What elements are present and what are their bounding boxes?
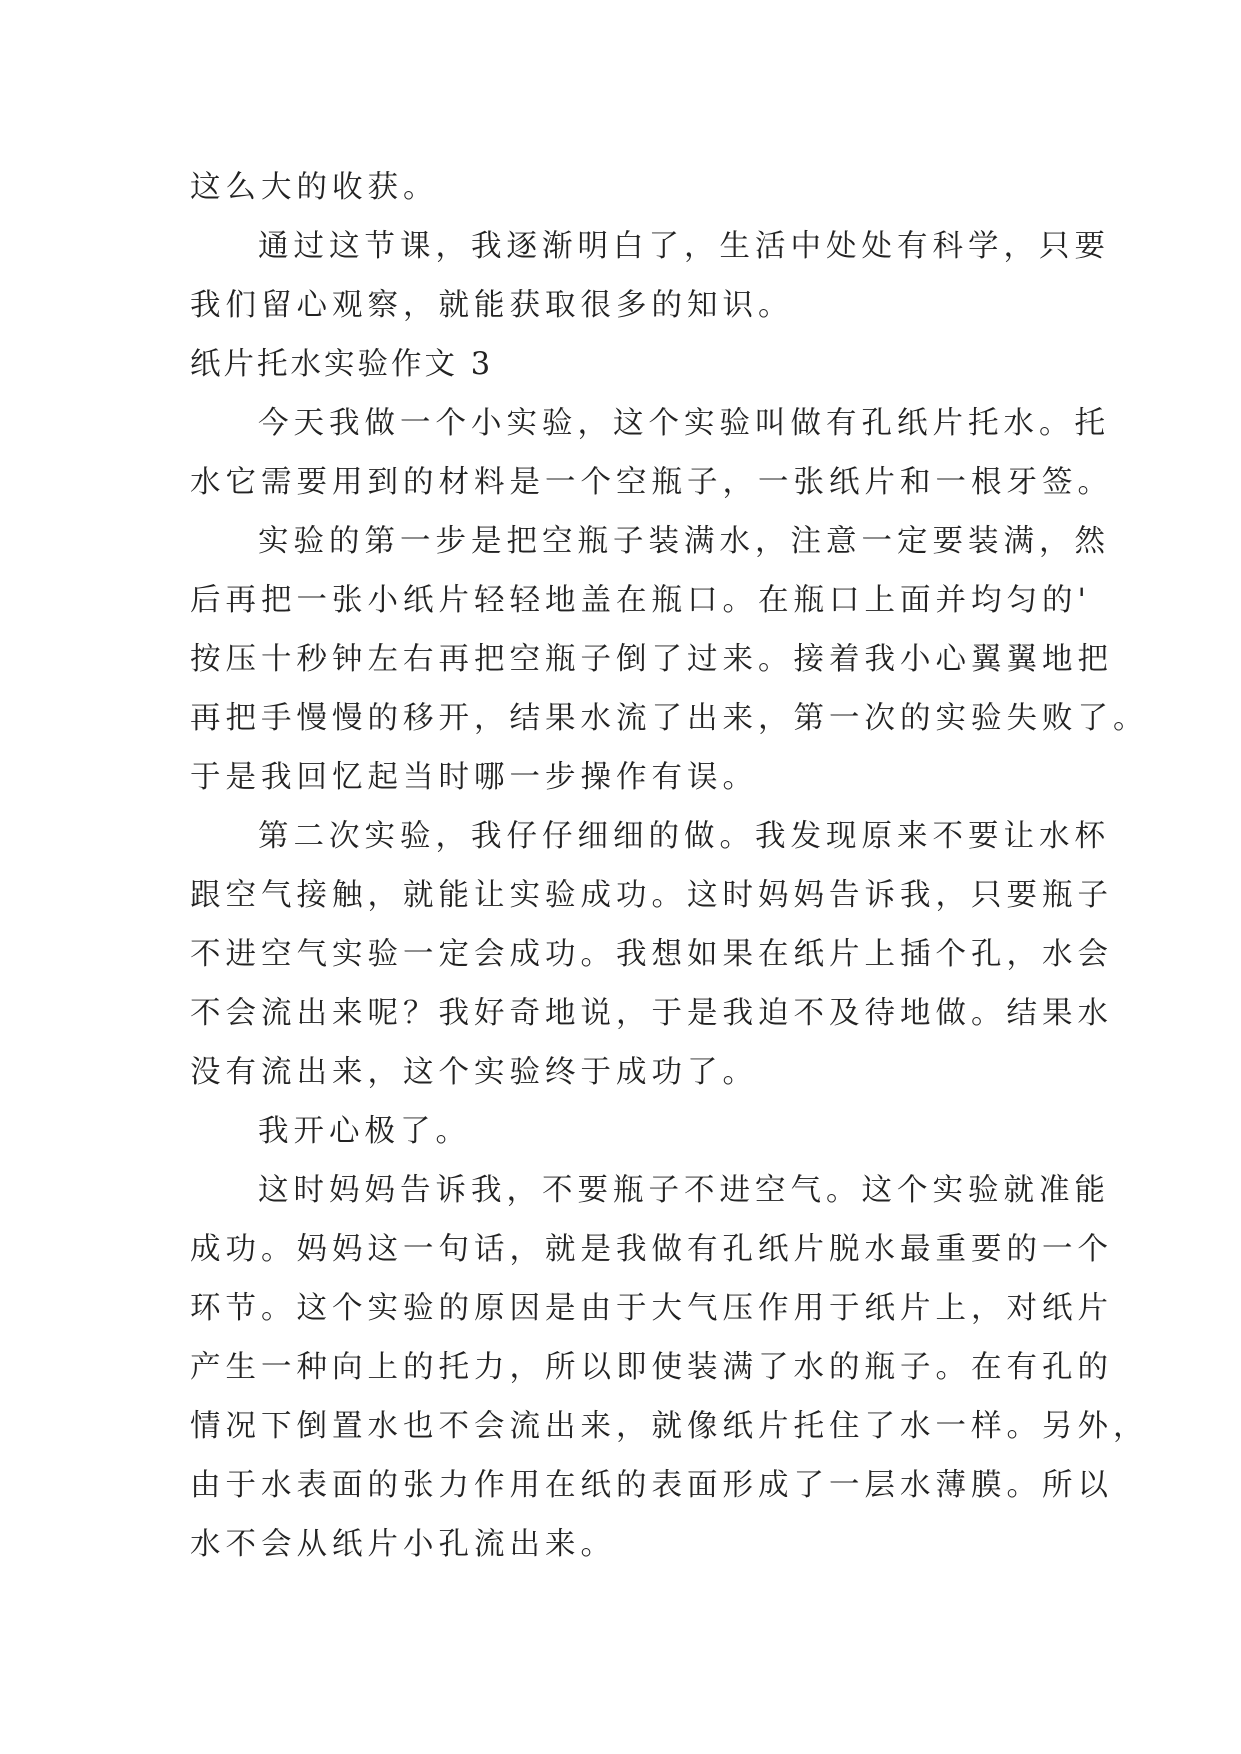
text-line: 由于水表面的张力作用在纸的表面形成了一层水薄膜。所以 [190,1468,1113,1503]
text-line: 成功。妈妈这一句话，就是我做有孔纸片脱水最重要的一个 [190,1232,1113,1267]
text-line: 跟空气接触，就能让实验成功。这时妈妈告诉我，只要瓶子 [190,878,1113,913]
text-line: 环节。这个实验的原因是由于大气压作用于纸片上，对纸片 [190,1291,1113,1326]
text-line: 没有流出来，这个实验终于成功了。 [190,1055,758,1090]
text-line: 这么大的收获。 [190,170,439,205]
text-line: 不会流出来呢？我好奇地说，于是我迫不及待地做。结果水 [190,996,1113,1031]
text-line: 不进空气实验一定会成功。我想如果在纸片上插个孔，水会 [190,937,1113,972]
paragraph-start-line: 通过这节课，我逐渐明白了，生活中处处有科学，只要 [258,229,1110,264]
text-line: 产生一种向上的托力，所以即使装满了水的瓶子。在有孔的 [190,1350,1113,1385]
text-line: 情况下倒置水也不会流出来，就像纸片托住了水一样。另外， [190,1409,1149,1444]
document-page [190,158,1149,1574]
text-line: 再把手慢慢的移开，结果水流了出来，第一次的实验失败了。 [190,701,1149,736]
paragraph-start-line: 这时妈妈告诉我，不要瓶子不进空气。这个实验就准能 [258,1173,1110,1208]
text-line: 我们留心观察，就能获取很多的知识。 [190,288,794,323]
text-line: 水不会从纸片小孔流出来。 [190,1527,616,1562]
text-line: 水它需要用到的材料是一个空瓶子，一张纸片和一根牙签。 [190,465,1113,500]
paragraph-start-line: 实验的第一步是把空瓶子装满水，注意一定要装满，然 [258,524,1110,559]
text-line: 按压十秒钟左右再把空瓶子倒了过来。接着我小心翼翼地把 [190,642,1113,677]
paragraph-start-line: 我开心极了。 [258,1114,471,1149]
text-line: 后再把一张小纸片轻轻地盖在瓶口。在瓶口上面并均匀的' [190,583,1091,618]
paragraph-start-line: 第二次实验，我仔仔细细的做。我发现原来不要让水杯 [258,819,1110,854]
paragraph-start-line: 今天我做一个小实验，这个实验叫做有孔纸片托水。托 [258,406,1110,441]
text-line: 于是我回忆起当时哪一步操作有误。 [190,760,758,795]
essay-heading: 纸片托水实验作文 3 [190,347,494,382]
